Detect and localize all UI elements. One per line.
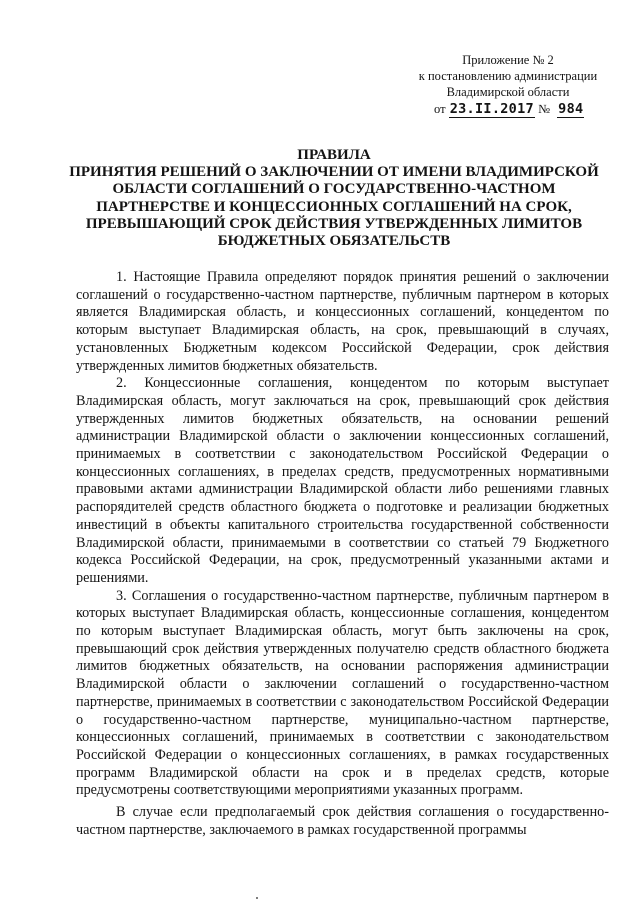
date-prefix: от [434,102,446,116]
appendix-header [408,52,608,117]
paragraph-1: 1. Настоящие Правила определяют порядок принятия решений о заключении соглашений о государственно-частном партнерстве, публичным партнером в которых является Владимирская область, и концессионных соглашений, концедентом по которым выступает Владимирская область, на срок, превышающий в случаях, установленных Бюджетным кодексом Российской Федерации, срок действия утвержденных лимитов бюджетных обязательств. [76,269,609,374]
appendix-number: Приложение № 2 [462,53,554,67]
scan-speck [256,897,258,899]
paragraph-3: 3. Соглашения о государственно-частном партнерстве, публичным партнером в которых выступает Владимирская область, концессионные соглашения, концедентом по которым выступает Владимирская область, могут быть заключены на срок, превышающий срок действия утвержденных получателю средств областного бюджета лимитов бюджетных обязательств, на основании распоряжения администрации Владимирской области о заключении соглашений о государственно-частном партнерстве, принимаемых в соответствии с законодательством Российской Федерации о государственно-частном партнерстве, муниципально-частном партнерстве, концессионных соглашений, принимаемых в соответствии с законодательством Российской Федерации о концессионных соглашениях, в рамках государственных программ Владимирской области на срок и в пределах средств, которые предусмотрены соответствующими мероприятиями указанных программ. [76,587,609,799]
title-line-3: ОБЛАСТИ СОГЛАШЕНИЙ О ГОСУДАРСТВЕННО-ЧАСТНОМ [112,181,556,198]
document-body [76,269,609,840]
title-line-5: ПРЕВЫШАЮЩИЙ СРОК ДЕЙСТВИЯ УТВЕРЖДЕННЫХ ЛИМИТОВ [85,215,583,232]
appendix-date-line [408,101,608,117]
number-sign: № [538,102,551,116]
handwritten-date: 23.II.2017 [449,101,534,117]
title-line-4: ПАРТНЕРСТВЕ И КОНЦЕССИОННЫХ СОГЛАШЕНИЙ НА СРОК, [96,198,572,215]
title-line-6: БЮДЖЕТНЫХ ОБЯЗАТЕЛЬСТВ [217,233,451,250]
paragraph-2: 2. Концессионные соглашения, концедентом по которым выступает Владимирская область, могут заключаться на срок, превышающий срок действия утвержденных лимитов бюджетных обязательств, на основании решений администрации Владимирской области о заключении концессионных соглашений, принимаемых в соответствии с законодательством Российской Федерации о концессионных соглашениях, в пределах средств, предусмотренных нормативными правовыми актами администрации Владимирской области либо решениями главных распорядителей средств областного бюджета о подготовке и реализации бюджетных инвестиций в объекты капитального строительства государственной собственности Владимирской области, принимаемыми в соответствии со статьей 79 Бюджетного кодекса Российской Федерации, на срок, предусмотренный указанными актами и решениями. [76,375,609,586]
document-title [60,147,608,250]
title-line-2: ПРИНЯТИЯ РЕШЕНИЙ О ЗАКЛЮЧЕНИИ ОТ ИМЕНИ ВЛАДИМИРСКОЙ [69,164,599,181]
appendix-resolution-ref: к постановлению администрации [418,69,598,83]
title-line-1: ПРАВИЛА [297,147,371,163]
paragraph-4: В случае если предполагаемый срок действия соглашения о государственно-частном партнерстве, заключаемого в рамках государственной программы [76,804,609,838]
handwritten-number: 984 [558,101,584,117]
appendix-region: Владимирской области [446,85,570,99]
